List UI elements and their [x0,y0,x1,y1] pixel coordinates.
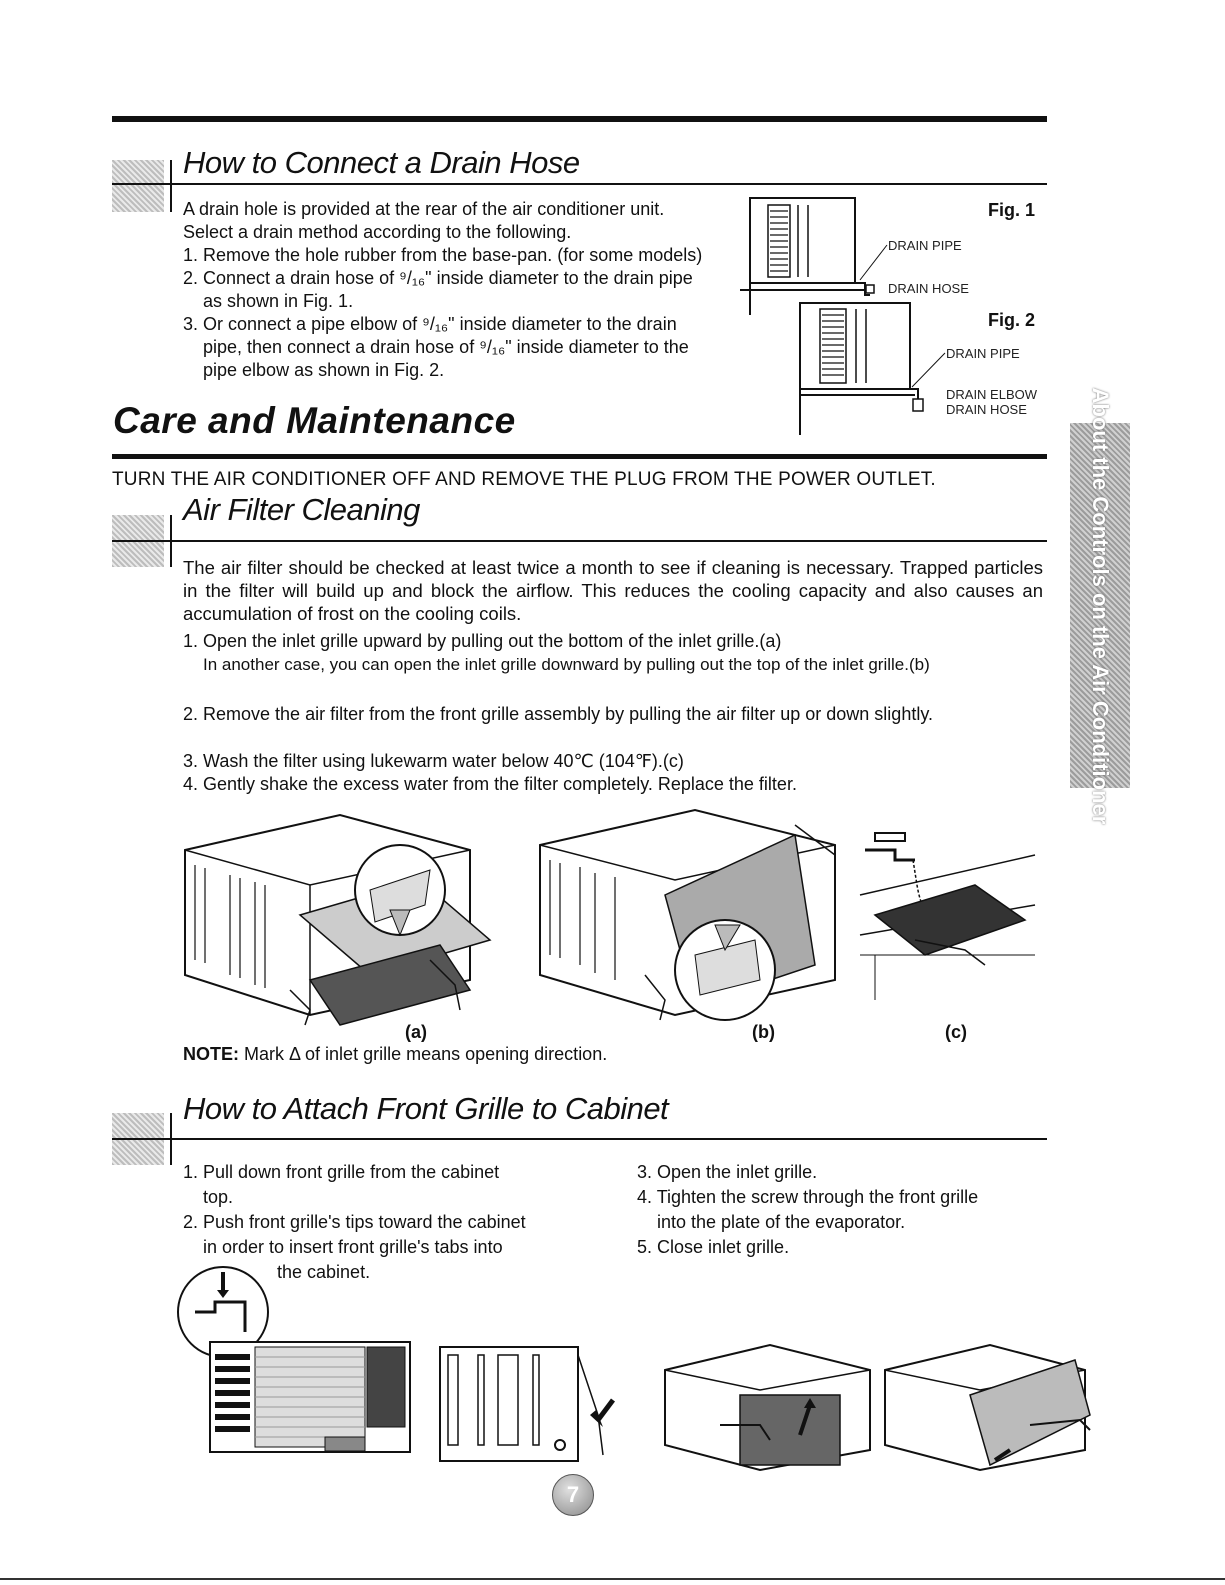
fig1-label: Fig. 1 [988,200,1036,220]
drain-line: 1. Remove the hole rubber from the base-pan. (for some models) [183,245,703,265]
drain-line: as shown in Fig. 1. [203,291,354,311]
filter-step-2: 2. Remove the air filter from the front grille assembly by pulling the air filter up or down slightly. [183,704,933,724]
drain-line: pipe elbow as shown in Fig. 2. [203,360,445,380]
filter-step-4: 4. Gently shake the excess water from the filter completely. Replace the filter. [183,774,797,794]
bottom-rule [0,1578,1225,1580]
fig2-drain-elbow-label: DRAIN ELBOW [946,387,1038,402]
grille-illustration-2 [438,1345,618,1465]
drain-line: Select a drain method according to the following. [183,222,572,242]
grille-illustration-1 [175,1262,415,1467]
section-rule [112,183,1047,185]
illustration-c [855,825,1035,1005]
filter-step-1: 1. Open the inlet grille upward by pulling out the bottom of the inlet grille.(a) [183,631,782,651]
section-marker [112,160,164,212]
filter-note [183,1044,607,1065]
fig2-drain-pipe-label: DRAIN PIPE [946,346,1020,361]
filter-intro: The air filter should be checked at least twice a month to see if cleaning is necessary. Trapped particles in the filter will build up and block the airflow. This reduces the cooling capacity and also causes an accumulation of frost on the cooling coils. [183,557,1043,624]
fig2-unit [800,303,945,435]
drain-line: A drain hole is provided at the rear of the air conditioner unit. [183,199,665,219]
top-rule [112,116,1047,122]
grille-step: in order to insert front grille's tabs into [203,1237,503,1257]
drain-hose-title: How to Connect a Drain Hose [183,145,580,180]
power-warning: TURN THE AIR CONDITIONER OFF AND REMOVE THE PLUG FROM THE POWER OUTLET. [112,469,936,490]
drain-line: 3. Or connect a pipe elbow of ⁹/₁₆" inside diameter to the drain [183,314,677,334]
fig1-drain-hose-label: DRAIN HOSE [888,281,969,296]
grille-step: 4. Tighten the screw through the front grille [637,1187,979,1207]
drain-line: pipe, then connect a drain hose of ⁹/₁₆" inside diameter to the [203,337,689,357]
illustration-a [180,810,510,1025]
caption-c: (c) [945,1022,967,1042]
drain-line: 2. Connect a drain hose of ⁹/₁₆" inside diameter to the drain pipe [183,268,693,288]
caption-a: (a) [405,1022,427,1042]
section-rule [112,540,1047,542]
fig2-drain-hose-label: DRAIN HOSE [946,402,1027,417]
grille-illustration-3 [660,1340,875,1470]
page-number: 7 [566,1482,580,1507]
illustration-b [535,805,865,1025]
note-label: NOTE: [183,1044,239,1064]
side-tab-label: About the Controls on the Air Conditioner [1088,387,1113,824]
front-grille-title: How to Attach Front Grille to Cabinet [183,1091,669,1126]
fig2-label: Fig. 2 [988,310,1036,330]
fig1-unit [740,198,887,315]
side-tab [1070,387,1130,824]
section-tick [170,160,172,212]
grille-step: 3. Open the inlet grille. [637,1162,818,1182]
air-filter-title: Air Filter Cleaning [183,492,420,527]
filter-step-1-sub: In another case, you can open the inlet grille downward by pulling out the top of the inlet grille.(b) [203,655,930,674]
care-rule [112,454,1047,459]
section-rule [112,1138,1047,1140]
grille-step: top. [203,1187,234,1207]
grille-illustration-4 [880,1340,1095,1470]
grille-step: 1. Pull down front grille from the cabinet [183,1162,500,1182]
care-maintenance-title: Care and Maintenance [113,400,516,441]
grille-step: the cabinet. [277,1262,371,1282]
grille-step: into the plate of the evaporator. [657,1212,906,1232]
fig1-drain-pipe-label: DRAIN PIPE [888,238,962,253]
filter-step-3: 3. Wash the filter using lukewarm water below 40℃ (104℉).(c) [183,751,684,771]
grille-step: 5. Close inlet grille. [637,1237,790,1257]
caption-b: (b) [752,1022,775,1042]
note-text: Mark Δ of inlet grille means opening direction. [239,1044,608,1064]
page-number-badge [552,1474,594,1516]
grille-step: 2. Push front grille's tips toward the cabinet [183,1212,526,1232]
